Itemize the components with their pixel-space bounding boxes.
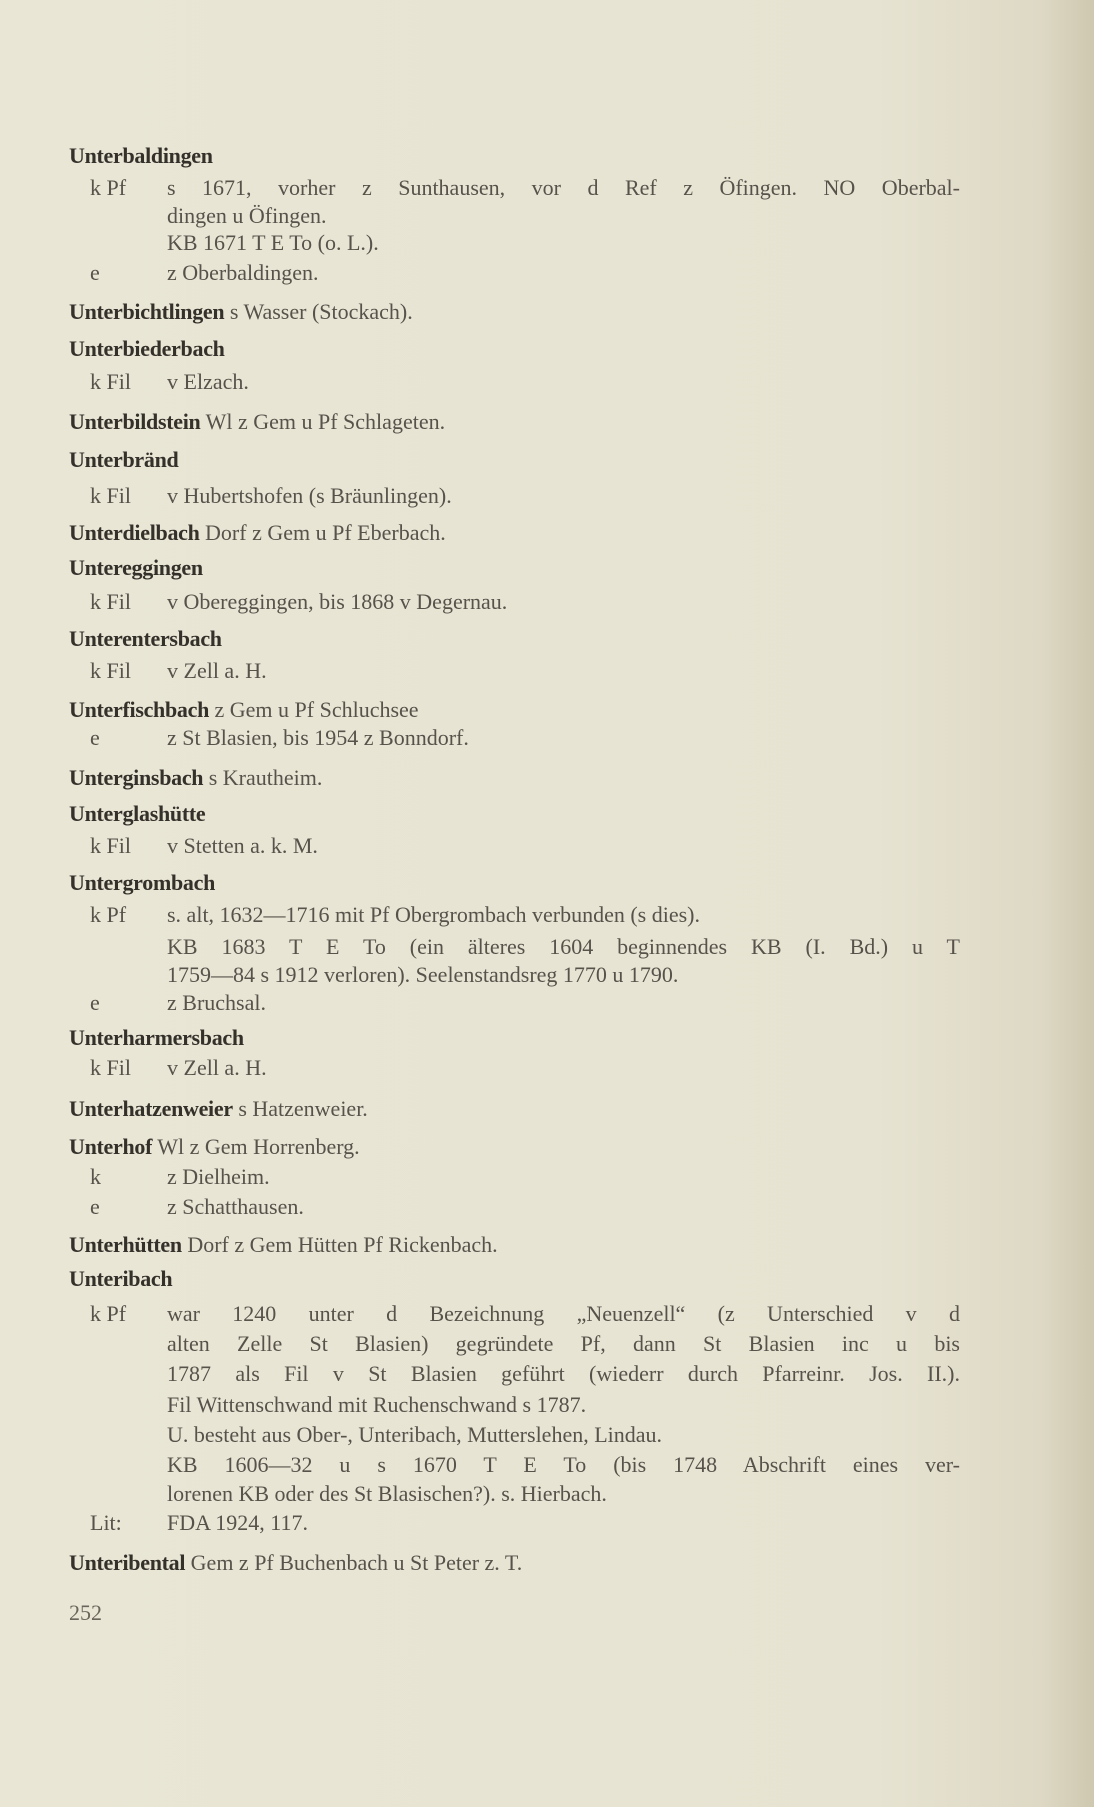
entry-text: v Stetten a. k. M. [167,833,318,858]
entry-headword: Unterbichtlingen [69,299,225,324]
entry-headword: Unterfischbach [69,697,210,722]
entry-heading-line [69,520,960,546]
entry-reference: Wl z Gem u Pf Schlageten. [205,409,446,434]
entry-label: k Fil [90,1055,131,1080]
entry-text: FDA 1924, 117. [167,1510,308,1535]
entry-headword: Unterdielbach [69,520,200,545]
entry-headword: Unterginsbach [69,765,204,790]
entry-heading-line [69,299,960,325]
entry-label: e [90,1194,100,1219]
entry-headword: Unterbiederbach [69,336,225,361]
entry-heading-line [69,870,960,896]
entry-heading-line [69,555,960,581]
entry-label: k Fil [90,658,131,683]
entry-reference: Wl z Gem Horrenberg. [157,1134,360,1159]
entry-label: k Fil [90,589,131,614]
entry-headword: Unteribental [69,1550,186,1575]
entry-text: alten Zelle St Blasien) gegründete Pf, dann St Blasien inc u bis [167,1331,960,1356]
entry-text: war 1240 unter d Bezeichnung „Neuenzell“ (z Unterschied v d [167,1301,960,1326]
entry-headword: Unterbildstein [69,409,201,434]
entry-text: Fil Wittenschwand mit Ruchenschwand s 1787. [167,1392,587,1417]
entry-label: k Fil [90,369,131,394]
entry-reference: Dorf z Gem u Pf Eberbach. [205,520,446,545]
entry-heading-line [69,1266,960,1292]
entry-heading-line [69,447,960,473]
entry-text: 1759—84 s 1912 verloren). Seelenstandsreg 1770 u 1790. [167,962,679,987]
entry-text: z Schatthausen. [167,1194,304,1219]
entry-text: dingen u Öfingen. [167,203,327,228]
entry-heading-line [69,1232,960,1258]
entry-headword: Untereggingen [69,555,203,580]
entry-heading-line [69,1134,960,1160]
entry-heading-line [69,143,960,169]
entry-reference: s Hatzenweier. [238,1096,368,1121]
entry-heading-line [69,1025,960,1051]
entry-headword: Unteribach [69,1266,173,1291]
entry-headword: Untergrombach [69,870,216,895]
entry-heading-line [69,697,960,723]
entry-text: KB 1683 T E To (ein älteres 1604 beginnendes KB (I. Bd.) u T [167,934,960,959]
entry-text: lorenen KB oder des St Blasischen?). s. Hierbach. [167,1481,607,1506]
entry-text: v Zell a. H. [167,658,267,683]
entry-text: z Dielheim. [167,1164,270,1189]
entry-label: e [90,260,100,285]
entry-text: KB 1606—32 u s 1670 T E To (bis 1748 Abschrift eines ver- [167,1452,960,1477]
entry-label: e [90,990,100,1015]
entry-headword: Unterglashütte [69,801,206,826]
page-number: 252 [69,1600,102,1625]
entry-label: k [90,1164,101,1189]
entry-reference: Gem z Pf Buchenbach u St Peter z. T. [190,1550,523,1575]
entry-label: k Pf [90,902,127,927]
entry-heading-line [69,1550,960,1576]
entry-label: Lit: [90,1510,122,1535]
entry-label: k Fil [90,833,131,858]
entry-text: v Zell a. H. [167,1055,267,1080]
entry-text: v Obereggingen, bis 1868 v Degernau. [167,589,508,614]
entry-headword: Unterharmersbach [69,1025,244,1050]
entry-heading-line [69,409,960,435]
entry-label: e [90,725,100,750]
entry-reference: Dorf z Gem Hütten Pf Rickenbach. [187,1232,498,1257]
entry-headword: Unterbaldingen [69,143,213,168]
entry-label: k Fil [90,483,131,508]
entry-text: KB 1671 T E To (o. L.). [167,230,379,255]
entry-text: 1787 als Fil v St Blasien geführt (wiederr durch Pfarreinr. Jos. II.). [167,1361,960,1386]
entry-reference: s Wasser (Stockach). [229,299,413,324]
entry-headword: Unterbränd [69,447,179,472]
entry-text: z St Blasien, bis 1954 z Bonndorf. [167,725,469,750]
entry-label: k Pf [90,175,127,200]
entry-text: z Bruchsal. [167,990,266,1015]
entry-reference: z Gem u Pf Schluchsee [214,697,419,722]
entry-headword: Unterhatzenweier [69,1096,233,1121]
entry-heading-line [69,626,960,652]
entry-text: U. besteht aus Ober-, Unteribach, Mutterslehen, Lindau. [167,1422,663,1447]
entry-heading-line [69,801,960,827]
entry-heading-line [69,336,960,362]
entry-reference: s Krautheim. [208,765,323,790]
entry-text: z Oberbaldingen. [167,260,319,285]
entry-label: k Pf [90,1301,127,1326]
entry-heading-line [69,765,960,791]
entry-headword: Unterhütten [69,1232,182,1257]
entry-headword: Unterhof [69,1134,153,1159]
entry-text: s 1671, vorher z Sunthausen, vor d Ref z Öfingen. NO Oberbal- [167,175,960,200]
entry-headword: Unterentersbach [69,626,222,651]
entry-text: v Hubertshofen (s Bräunlingen). [167,483,452,508]
entry-heading-line [69,1096,960,1122]
entry-text: v Elzach. [167,369,249,394]
entry-text: s. alt, 1632—1716 mit Pf Obergrombach verbunden (s dies). [167,902,701,927]
